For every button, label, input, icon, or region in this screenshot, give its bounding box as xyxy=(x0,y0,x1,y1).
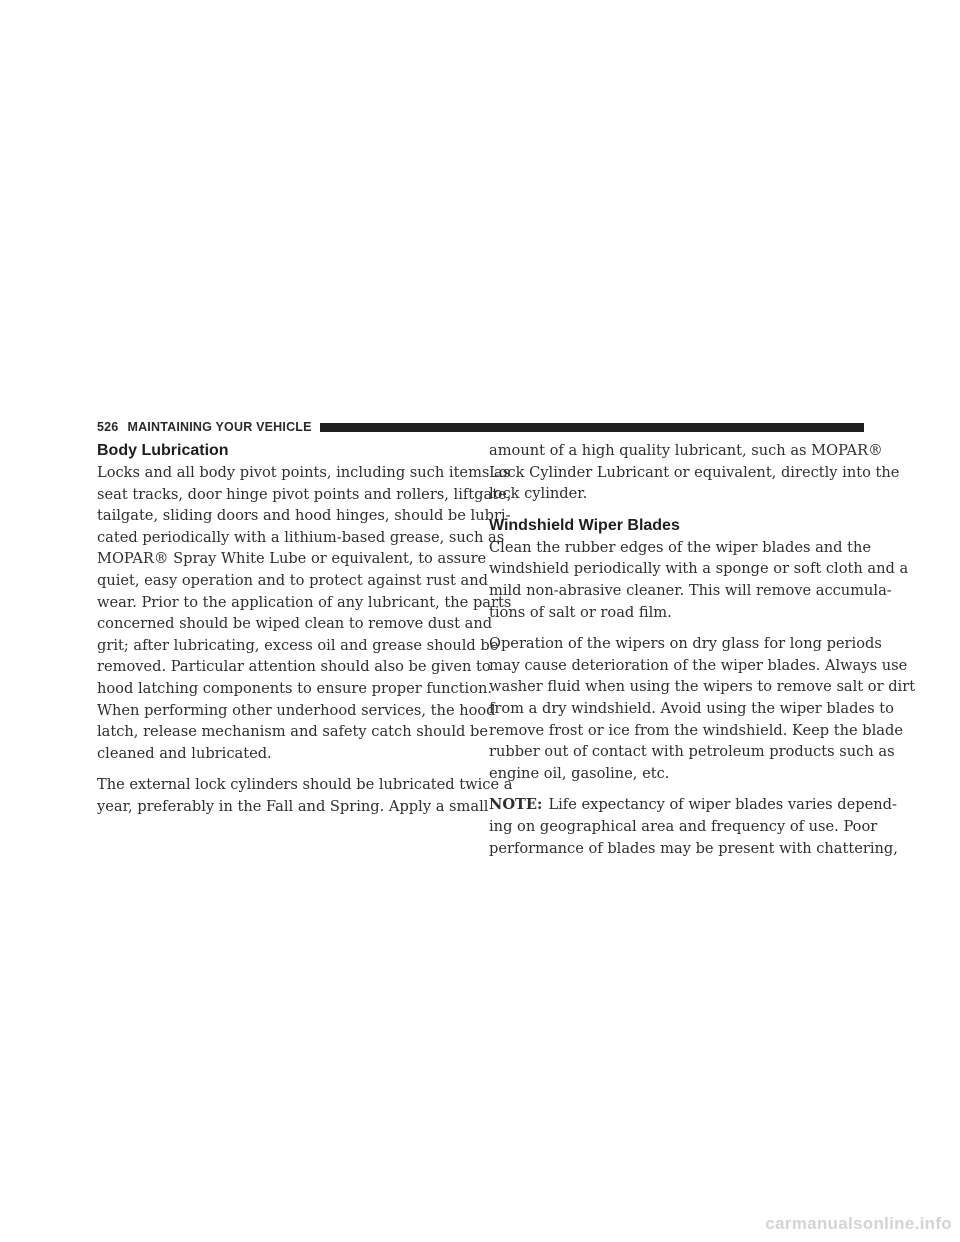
page-header xyxy=(97,419,864,435)
text-line: remove frost or ice from the windshield. Keep the blade xyxy=(489,721,903,739)
text-line: Locks and all body pivot points, including such items as xyxy=(97,464,511,481)
note-paragraph xyxy=(489,794,898,859)
text-line: The external lock cylinders should be lubricated twice a xyxy=(97,776,513,794)
continuation-paragraph xyxy=(489,440,900,505)
text-line: windshield periodically with a sponge or soft cloth and a xyxy=(489,560,909,578)
text-line: MOPAR® Spray White Lube or equivalent, to assure xyxy=(97,550,487,568)
note-label: NOTE: xyxy=(489,796,543,814)
text-line: may cause deterioration of the wiper blades. Always use xyxy=(489,656,908,674)
lock-cylinder-paragraph xyxy=(97,774,513,817)
right-column xyxy=(489,440,916,869)
text-line: grit; after lubricating, excess oil and grease should be xyxy=(97,636,499,654)
text-line xyxy=(489,794,897,816)
note-text: Life expectancy of wiper blades varies depend- xyxy=(548,796,897,814)
text-line: cated periodically with a lithium-based grease, such as xyxy=(97,528,505,546)
text-line: Lock Cylinder Lubricant or equivalent, directly into the xyxy=(489,463,900,481)
wiper-blades-heading: Windshield Wiper Blades xyxy=(489,516,680,534)
text-line: When performing other underhood services, the hood xyxy=(97,701,496,719)
wiper-operation-paragraph xyxy=(489,633,916,784)
text-line: concerned should be wiped clean to remove dust and xyxy=(97,615,493,633)
text-line: lock cylinder. xyxy=(489,485,588,503)
text-line: year, preferably in the Fall and Spring. Apply a small xyxy=(97,797,489,815)
text-line: wear. Prior to the application of any lubricant, the parts xyxy=(97,593,512,611)
body-lubrication-paragraph xyxy=(97,462,512,764)
page-number: 526 xyxy=(97,420,119,434)
header-rule xyxy=(320,423,864,432)
body-lubrication-heading: Body Lubrication xyxy=(97,442,229,459)
text-line: Operation of the wipers on dry glass for long periods xyxy=(489,635,882,653)
left-column xyxy=(97,440,513,828)
text-line: seat tracks, door hinge pivot points and rollers, liftgate, xyxy=(97,485,512,503)
text-line: mild non-abrasive cleaner. This will remove accumula- xyxy=(489,581,892,599)
text-line: cleaned and lubricated. xyxy=(97,744,272,762)
text-line: amount of a high quality lubricant, such as MOPAR® xyxy=(489,442,883,459)
watermark: carmanualsonline.info xyxy=(765,1214,952,1233)
text-line: tailgate, sliding doors and hood hinges, should be lubri- xyxy=(97,507,511,525)
text-line: hood latching components to ensure proper function. xyxy=(97,679,493,697)
text-line: quiet, easy operation and to protect against rust and xyxy=(97,571,488,589)
text-line: Clean the rubber edges of the wiper blades and the xyxy=(489,538,872,556)
text-line: engine oil, gasoline, etc. xyxy=(489,764,670,782)
text-line: latch, release mechanism and safety catch should be xyxy=(97,723,488,741)
text-line: tions of salt or road film. xyxy=(489,603,672,621)
wiper-cleaning-paragraph xyxy=(489,537,909,623)
text-line: rubber out of contact with petroleum products such as xyxy=(489,743,895,761)
text-line: performance of blades may be present with chattering, xyxy=(489,839,898,857)
text-line: washer fluid when using the wipers to remove salt or dirt xyxy=(489,678,916,696)
text-line: from a dry windshield. Avoid using the wiper blades to xyxy=(489,699,894,717)
text-line: ing on geographical area and frequency of use. Poor xyxy=(489,817,878,835)
section-title: MAINTAINING YOUR VEHICLE xyxy=(127,420,312,434)
text-line: removed. Particular attention should also be given to xyxy=(97,658,491,676)
